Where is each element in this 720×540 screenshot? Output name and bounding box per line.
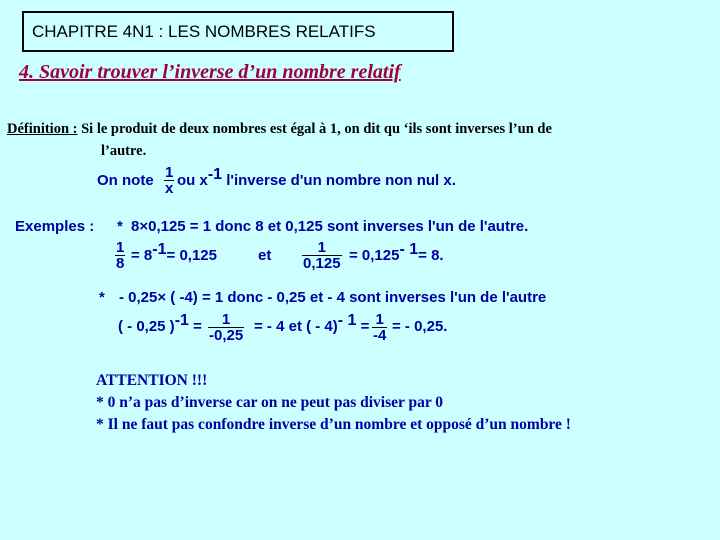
notation-prefix: On note: [97, 172, 154, 189]
example1-eq1: [131, 241, 217, 265]
example1-text: 8×0,125 = 1 donc 8 et 0,125 sont inverses l'un de l'autre.: [131, 218, 529, 235]
definition-label: Définition :: [7, 121, 78, 137]
notation-frac-num: 1: [165, 164, 174, 181]
notation-frac-den: x: [165, 180, 174, 197]
example2-eq-b: =: [360, 318, 370, 335]
example2-eq-a: =: [193, 318, 202, 335]
notation-ou: ou x: [177, 172, 208, 189]
example1-f1-num: 1: [116, 239, 125, 256]
example2-f1-num: 1: [208, 312, 244, 328]
example1-eq1-text: = 8: [131, 247, 153, 264]
example2-f2-num: 1: [372, 312, 387, 328]
example1-eq1-exp: -1: [152, 241, 167, 258]
example1-star: *: [117, 218, 123, 235]
example1-eq2-exp: - 1: [399, 241, 419, 258]
example2-star: *: [99, 289, 105, 306]
notation-rest: [177, 166, 456, 190]
example2-fraction2: [372, 312, 387, 343]
notation-exp: -1: [207, 166, 223, 183]
example1-fraction2: [302, 240, 342, 271]
attention-line1: * 0 n’a pas d’inverse car on ne peut pas diviser par 0: [96, 394, 444, 411]
example2-a-text: ( - 0,25 ): [118, 318, 175, 335]
definition-text: Si le produit de deux nombres est égal à 1, on dit qu ‘ils sont inverses l’un de: [77, 121, 552, 137]
example2-fraction1: [208, 312, 244, 343]
example2-a-exp: -1: [174, 312, 189, 329]
example2-mid: [254, 312, 370, 336]
definition-line2: l’autre.: [101, 143, 147, 159]
examples-label: Exemples :: [15, 218, 95, 235]
example1-eq2-tail: = 8.: [418, 247, 444, 264]
example1-fraction1: [115, 240, 125, 271]
example1-f2-den: 0,125: [303, 255, 341, 272]
example2-a: [118, 312, 202, 336]
attention-line2: * Il ne faut pas confondre inverse d’un nombre et opposé d’un nombre !: [96, 416, 571, 433]
example1-eq1-tail: = 0,125: [166, 247, 217, 264]
example1-f2-num: 1: [302, 240, 342, 256]
example2-text: - 0,25× ( -4) = 1 donc - 0,25 et - 4 sont inverses l'un de l'autre: [119, 289, 547, 306]
example2-f2-den: -4: [373, 327, 387, 344]
example2-mid-text: = - 4 et ( - 4): [254, 318, 338, 335]
example1-et: et: [258, 247, 272, 264]
definition-line1: [7, 121, 552, 138]
example2-mid-exp: - 1: [337, 312, 357, 329]
example2-tail: = - 0,25.: [392, 318, 448, 335]
example2-f1-den: -0,25: [209, 327, 244, 344]
example1-eq2: [349, 241, 444, 265]
chapter-title: CHAPITRE 4N1 : LES NOMBRES RELATIFS: [32, 22, 376, 41]
notation-fraction: [164, 165, 174, 196]
section-title: 4. Savoir trouver l’inverse d’un nombre relatif: [19, 61, 401, 83]
notation-suffix: l'inverse d'un nombre non nul x.: [222, 172, 456, 189]
example1-eq2-text: = 0,125: [349, 247, 400, 264]
attention-title: ATTENTION !!!: [96, 372, 208, 389]
example1-f1-den: 8: [116, 255, 125, 272]
